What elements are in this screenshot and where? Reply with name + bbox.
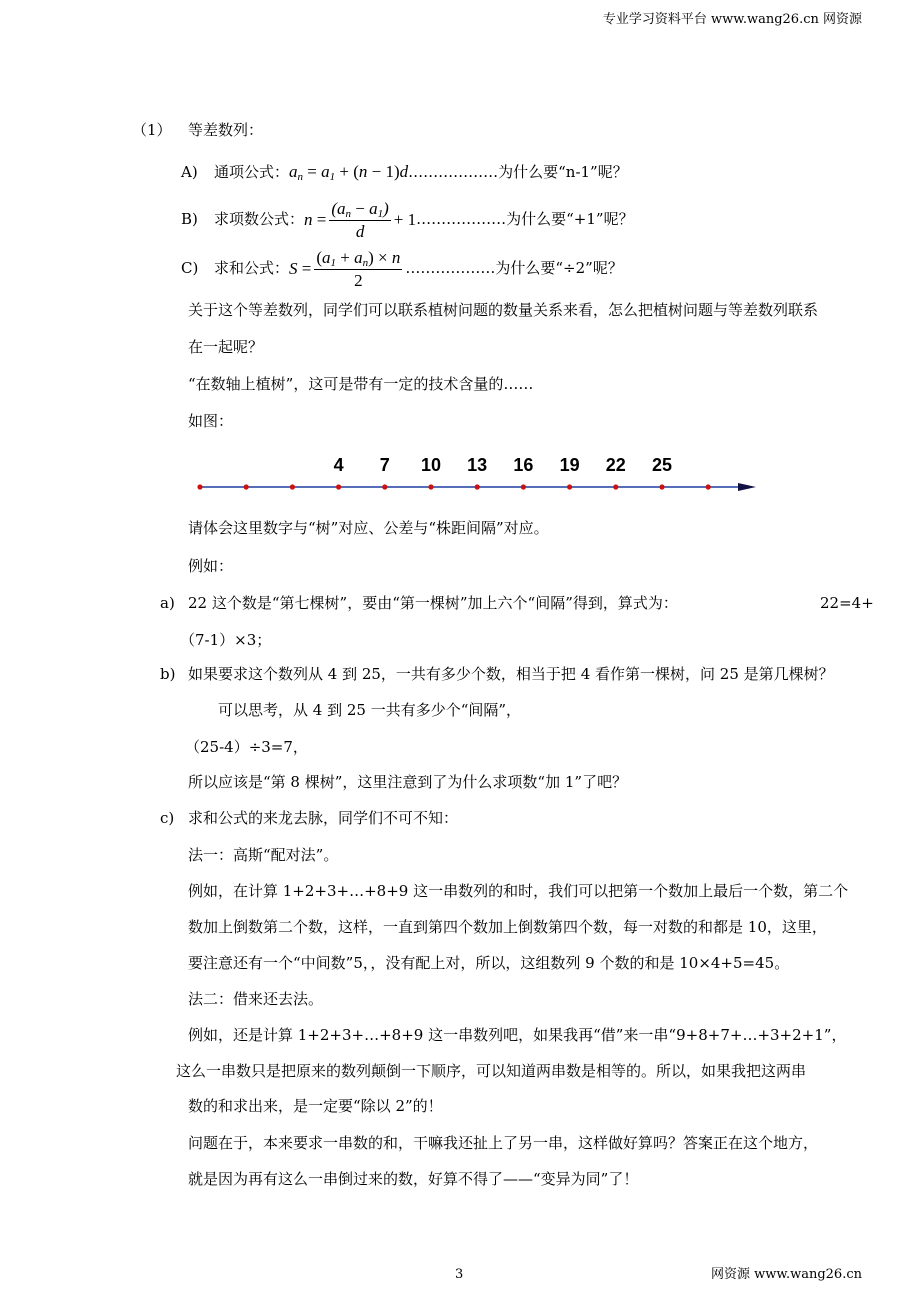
method-2-title: 法二：借来还去法。 — [188, 990, 324, 1008]
number-line-tree-dot — [197, 484, 202, 489]
formula-a-row — [214, 162, 628, 182]
section-label: （1） — [132, 121, 172, 139]
item-b-line-2: 可以思考，从 4 到 25 一共有多少个“间隔”， — [218, 701, 522, 719]
formula-c-dots: ……………… — [405, 259, 496, 277]
formula-b-label: B) — [181, 210, 198, 228]
formula-b-dots: ……………… — [416, 210, 507, 228]
item-b-line-3: （25-4）÷3=7， — [185, 738, 308, 756]
number-line-tree-dot — [659, 484, 664, 489]
intro-line-1: 关于这个等差数列，同学们可以联系植树问题的数量关系来看，怎么把植树问题与等差数列联系 — [188, 301, 819, 319]
number-line-tree-dot — [706, 484, 711, 489]
formula-c-name: 求和公式： — [214, 259, 290, 277]
number-line-tree-dot — [613, 484, 618, 489]
page-number: 3 — [455, 1267, 464, 1282]
explain-line-2: 例如： — [188, 557, 234, 575]
item-b-label: b) — [160, 665, 176, 683]
footer-site-name: 网资源 www.wang26.cn — [710, 1267, 862, 1282]
number-line-tree-dot — [475, 484, 480, 489]
item-b-line-4: 所以应该是“第 8 棵树”，这里注意到了为什么求项数“加 1”了吧？ — [188, 773, 628, 791]
number-line-tree-dot — [336, 484, 341, 489]
number-line-diagram — [190, 448, 770, 500]
number-line-tree-dot — [521, 484, 526, 489]
formula-c-row — [214, 246, 623, 291]
item-a-line-1-end: 22=4+ — [820, 594, 874, 612]
method-2-line-2: 这么一串数只是把原来的数列颠倒一下顺序，可以知道两串数是相等的。所以，如果我把这两串 — [176, 1062, 807, 1080]
number-line-arrow — [738, 483, 756, 491]
number-line-tree-dot — [244, 484, 249, 489]
formula-b-row — [214, 197, 634, 242]
method-1-line-2: 数加上倒数第二个数，这样，一直到第四个数加上倒数第四个数，每一对数的和都是 10，这里， — [188, 918, 827, 936]
method-2-line-5: 就是因为再有这么一串倒过来的数，好算不得了——“变异为同”了！ — [188, 1170, 639, 1188]
intro-line-3: “在数轴上植树”，这可是带有一定的技术含量的…… — [188, 375, 534, 393]
method-1-line-3: 要注意还有一个“中间数”5，，没有配上对，所以，这组数列 9 个数的和是 10×4+5=45。 — [188, 954, 790, 972]
method-2-line-1: 例如，还是计算 1+2+3+…+8+9 这一串数列吧，如果我再“借”来一串“9+8+7+…+3+2+1”， — [188, 1026, 847, 1044]
item-a-label: a) — [160, 594, 175, 612]
sum-formula: S = $\frac{(a_1 + a_n) \times n}{2}$ — [289, 248, 401, 291]
term-count-formula: n = $\frac{(a_n - a_1)}{d}$ + 1 — [304, 199, 417, 242]
header-site-name: 专业学习资料平台 www.wang26.cn 网资源 — [602, 12, 862, 27]
method-1-line-1: 例如，在计算 1+2+3+…+8+9 这一串数列的和时，我们可以把第一个数加上最后一个数，第二个 — [188, 882, 849, 900]
formula-c-label: C) — [181, 259, 199, 277]
number-line-label: 25 — [651, 455, 673, 475]
number-line-label: 19 — [559, 455, 580, 475]
formula-b-question: 为什么要“+1”呢？ — [506, 210, 634, 228]
formula-a-dots: ……………… — [408, 163, 499, 181]
explain-line-1: 请体会这里数字与“树”对应、公差与“株距间隔”对应。 — [188, 519, 549, 537]
formula-c-question: 为什么要“÷2”呢？ — [495, 259, 623, 277]
formula-a-label: A) — [181, 163, 198, 181]
formula-a-question: 为什么要“n-1”呢？ — [498, 163, 628, 181]
number-line-tree-dot — [290, 484, 295, 489]
item-a-line-1: 22 这个数是“第七棵树”，要由“第一棵树”加上六个“间隔”得到，算式为： — [188, 594, 678, 612]
intro-line-2: 在一起呢？ — [188, 338, 264, 356]
method-2-line-4: 问题在于，本来要求一串数的和，干嘛我还扯上了另一串，这样做好算吗？答案正在这个地方， — [188, 1134, 819, 1152]
number-line-label: 13 — [467, 455, 488, 475]
intro-line-4: 如图： — [188, 412, 234, 430]
number-line-tree-dot — [567, 484, 572, 489]
number-line-label: 22 — [605, 455, 626, 475]
number-line-label: 4 — [333, 455, 344, 475]
method-2-line-3: 数的和求出来，是一定要“除以 2”的！ — [188, 1097, 443, 1115]
formula-a-name: 通项公式： — [214, 163, 290, 181]
number-line-label: 16 — [513, 455, 534, 475]
number-line-tree-dot — [428, 484, 433, 489]
number-line-label: 10 — [420, 455, 442, 475]
section-title: 等差数列： — [188, 121, 264, 139]
general-term-formula: $a_n = a_1 + (n - 1)d$ — [289, 162, 409, 183]
item-c-line-1: 求和公式的来龙去脉，同学们不可不知： — [188, 809, 459, 827]
item-b-line-1: 如果要求这个数列从 4 到 25，一共有多少个数，相当于把 4 看作第一棵树，问 25 是第几棵树？ — [188, 665, 834, 683]
item-a-line-2: （7-1）×3； — [180, 631, 272, 649]
method-1-title: 法一：高斯“配对法”。 — [188, 846, 339, 864]
number-line-tree-dot — [382, 484, 387, 489]
formula-b-name: 求项数公式： — [214, 210, 305, 228]
number-line-label: 7 — [379, 455, 390, 475]
item-c-label: c) — [160, 809, 175, 827]
